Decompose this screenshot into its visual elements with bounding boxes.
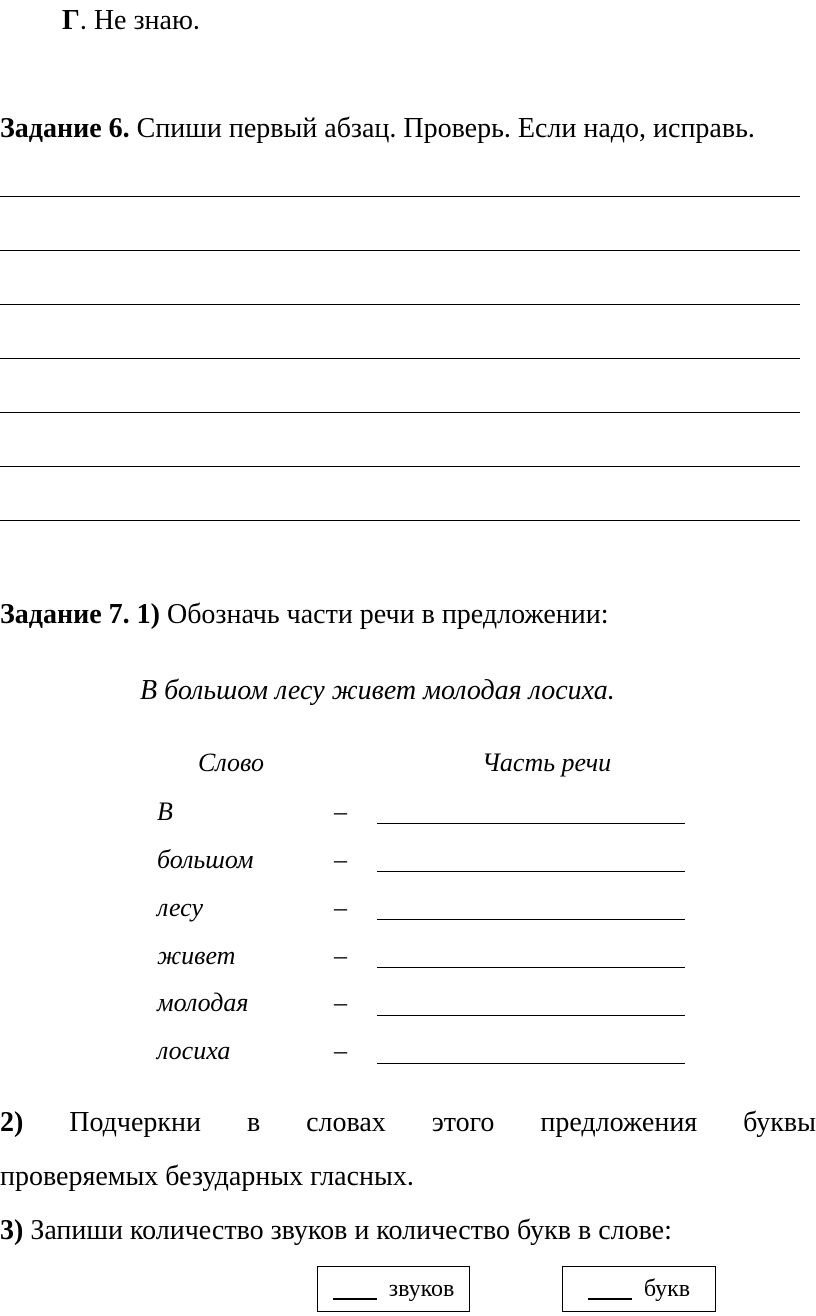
word-item: лосиха — [157, 1036, 231, 1065]
part2-word: Подчеркни — [69, 1107, 202, 1138]
part2-word: предложения — [540, 1107, 698, 1138]
column-header-part-of-speech: Часть речи — [482, 748, 612, 777]
task7-part2-line2: проверяемых безударных гласных. — [0, 1161, 414, 1192]
word-item: большом — [157, 845, 254, 874]
writing-line-2[interactable] — [0, 250, 800, 251]
sounds-count-box[interactable] — [317, 1266, 470, 1312]
dash: – — [334, 797, 347, 826]
task7-heading — [0, 598, 609, 632]
dash: – — [334, 893, 347, 922]
option-text: . Не знаю. — [79, 5, 200, 36]
task7-part2-line1 — [0, 1106, 816, 1140]
answer-line[interactable] — [377, 1015, 685, 1016]
answer-line[interactable] — [377, 871, 685, 872]
sounds-blank[interactable] — [333, 1278, 377, 1300]
option-letter: Г — [62, 5, 80, 36]
word-item: живет — [157, 941, 236, 970]
word-item: лесу — [157, 893, 204, 922]
column-header-word: Слово — [198, 748, 264, 777]
task7-sentence: В большом лесу живет молодая лосиха. — [140, 675, 615, 706]
writing-line-4[interactable] — [0, 358, 800, 359]
part2-word: буквы — [743, 1107, 816, 1138]
answer-line[interactable] — [377, 823, 685, 824]
word-item: В — [157, 797, 173, 826]
answer-line[interactable] — [377, 967, 685, 968]
writing-line-1[interactable] — [0, 196, 800, 197]
task6-instruction: Спиши первый абзац. Проверь. Если надо, исправь. — [129, 113, 755, 144]
task7-part3 — [0, 1214, 672, 1248]
dash: – — [334, 988, 347, 1017]
letters-count-box[interactable] — [562, 1266, 716, 1312]
part3-instruction: Запиши количество звуков и количество букв в слове: — [23, 1215, 672, 1246]
part2-label: 2) — [0, 1107, 24, 1138]
writing-line-5[interactable] — [0, 412, 800, 413]
word-item: молодая — [157, 988, 249, 1017]
part2-word: словах — [306, 1107, 386, 1138]
sounds-label: звуков — [388, 1276, 455, 1302]
writing-line-7[interactable] — [0, 520, 800, 521]
part2-word: в — [246, 1107, 261, 1138]
answer-line[interactable] — [377, 919, 685, 920]
task7-instruction: Обозначь части речи в предложении: — [159, 599, 609, 630]
task7-label: Задание 7. 1) — [0, 599, 160, 630]
part2-word: этого — [431, 1107, 495, 1138]
answer-option-g — [62, 4, 200, 38]
letters-blank[interactable] — [588, 1278, 632, 1300]
dash: – — [334, 941, 347, 970]
letters-label: букв — [643, 1276, 691, 1302]
writing-line-6[interactable] — [0, 466, 800, 467]
part3-label: 3) — [0, 1215, 24, 1246]
task6-label: Задание 6. — [0, 113, 130, 144]
dash: – — [334, 845, 347, 874]
answer-line[interactable] — [377, 1063, 685, 1064]
task6-heading — [0, 112, 755, 146]
dash: – — [334, 1036, 347, 1065]
writing-line-3[interactable] — [0, 304, 800, 305]
